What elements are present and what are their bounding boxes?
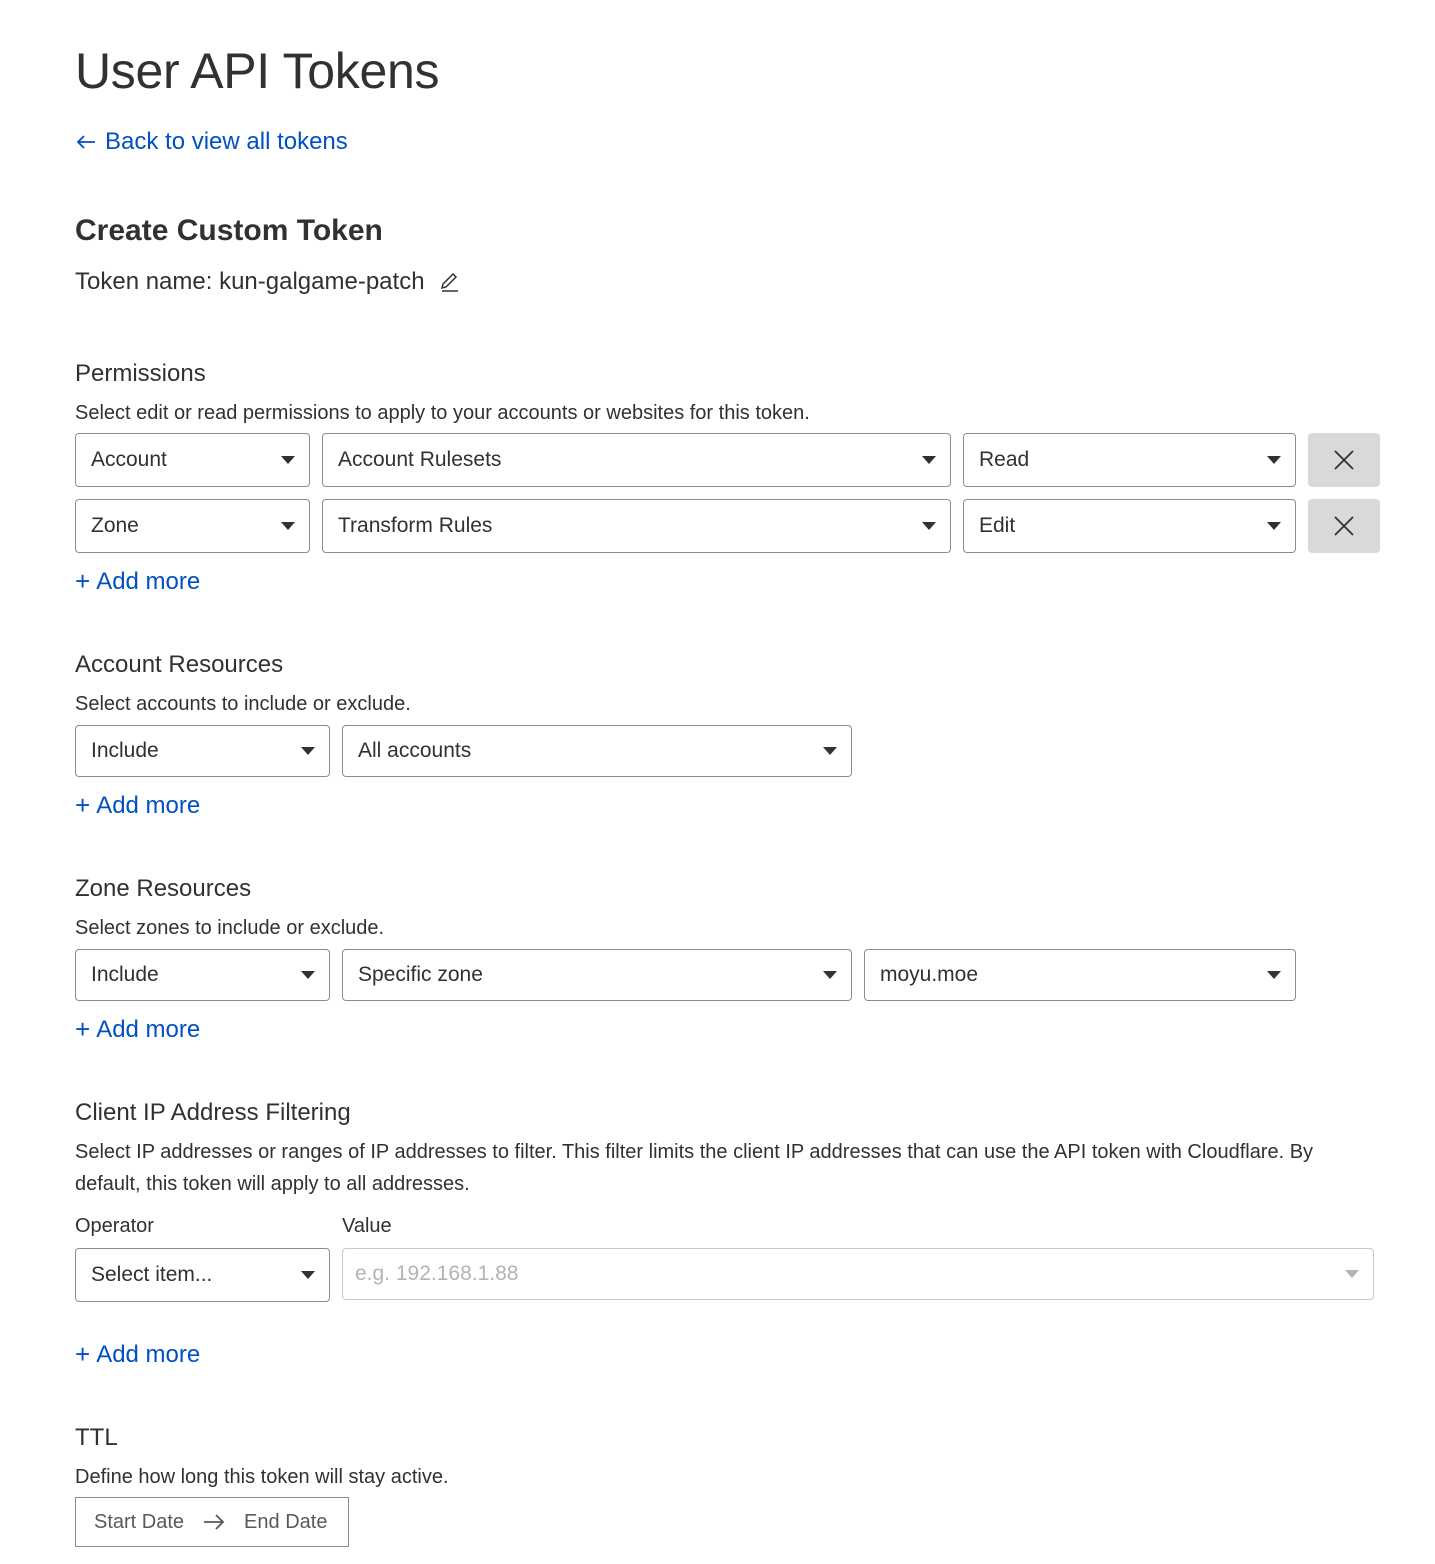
plus-icon: + <box>75 1339 91 1369</box>
permissions-description: Select edit or read permissions to apply to your accounts or websites for this token. <box>75 402 810 424</box>
add-more-label: Add more <box>96 1015 201 1043</box>
permission-access-select-2[interactable] <box>963 499 1296 553</box>
permissions-title: Permissions <box>75 360 206 387</box>
ip-value-input[interactable] <box>342 1248 1374 1300</box>
permission-access-select-1[interactable] <box>963 433 1296 487</box>
caret-down-icon <box>281 456 295 464</box>
select-value: Specific zone <box>358 963 483 986</box>
ttl-date-range[interactable] <box>75 1497 349 1547</box>
remove-permission-button-2[interactable] <box>1308 499 1380 553</box>
select-value: Include <box>91 739 159 762</box>
client-ip-title: Client IP Address Filtering <box>75 1099 351 1126</box>
ip-operator-select[interactable] <box>75 1248 330 1302</box>
arrow-right-icon <box>202 1512 226 1532</box>
select-value: All accounts <box>358 739 472 762</box>
select-value: Edit <box>979 514 1016 537</box>
caret-down-icon <box>281 522 295 530</box>
account-value-select[interactable] <box>342 725 852 777</box>
select-value: Account Rulesets <box>338 448 502 471</box>
ttl-title: TTL <box>75 1424 118 1451</box>
caret-down-icon <box>1345 1270 1359 1278</box>
client-ip-add-more-button[interactable] <box>75 1339 200 1370</box>
caret-down-icon <box>823 971 837 979</box>
arrow-left-icon <box>75 131 97 153</box>
caret-down-icon <box>301 1271 315 1279</box>
zone-operator-select[interactable] <box>75 949 330 1001</box>
input-placeholder: e.g. 192.168.1.88 <box>355 1262 519 1285</box>
operator-label: Operator <box>75 1215 154 1237</box>
client-ip-description: Select IP addresses or ranges of IP addresses to filter. This filter limits the client IP addresses that can use the API token with Cloudflare. By default, this token will apply to all addresses. <box>75 1141 1314 1195</box>
ttl-description: Define how long this token will stay active. <box>75 1466 449 1488</box>
account-resources-description: Select accounts to include or exclude. <box>75 693 411 715</box>
add-more-label: Add more <box>96 567 201 595</box>
select-placeholder: Select item... <box>91 1263 213 1286</box>
select-value: Read <box>979 448 1030 471</box>
zone-resources-description: Select zones to include or exclude. <box>75 917 385 939</box>
caret-down-icon <box>922 522 936 530</box>
permission-scope-select-1[interactable] <box>75 433 310 487</box>
permission-resource-select-2[interactable] <box>322 499 951 553</box>
select-value: Account <box>91 448 167 471</box>
zone-resources-title: Zone Resources <box>75 875 252 902</box>
account-operator-select[interactable] <box>75 725 330 777</box>
select-value: Zone <box>91 514 139 537</box>
permissions-add-more-button[interactable] <box>75 566 200 597</box>
value-label: Value <box>342 1215 392 1237</box>
token-name <box>75 268 461 296</box>
plus-icon: + <box>75 566 91 596</box>
close-icon <box>1333 515 1355 537</box>
back-to-tokens-link[interactable] <box>75 128 348 156</box>
add-more-label: Add more <box>96 1340 201 1368</box>
add-more-label: Add more <box>96 791 201 819</box>
zone-resources-add-more-button[interactable] <box>75 1014 200 1045</box>
page-title: User API Tokens <box>75 43 440 99</box>
account-resources-title: Account Resources <box>75 651 284 678</box>
caret-down-icon <box>301 971 315 979</box>
zone-select[interactable] <box>864 949 1296 1001</box>
remove-permission-button-1[interactable] <box>1308 433 1380 487</box>
caret-down-icon <box>1267 971 1281 979</box>
close-icon <box>1333 449 1355 471</box>
zone-type-select[interactable] <box>342 949 852 1001</box>
end-date-field[interactable]: End Date <box>244 1510 328 1533</box>
back-link-label: Back to view all tokens <box>105 128 348 155</box>
permission-resource-select-1[interactable] <box>322 433 951 487</box>
select-value: Include <box>91 963 159 986</box>
edit-pencil-icon[interactable] <box>439 271 461 293</box>
plus-icon: + <box>75 790 91 820</box>
caret-down-icon <box>1267 522 1281 530</box>
caret-down-icon <box>301 747 315 755</box>
select-value: moyu.moe <box>880 963 979 986</box>
permission-scope-select-2[interactable] <box>75 499 310 553</box>
plus-icon: + <box>75 1014 91 1044</box>
caret-down-icon <box>922 456 936 464</box>
select-value: Transform Rules <box>338 514 493 537</box>
caret-down-icon <box>1267 456 1281 464</box>
account-resources-add-more-button[interactable] <box>75 790 200 821</box>
section-title: Create Custom Token <box>75 214 383 247</box>
caret-down-icon <box>823 747 837 755</box>
start-date-field[interactable]: Start Date <box>94 1510 185 1533</box>
token-name-label: Token name: kun-galgame-patch <box>75 268 425 295</box>
